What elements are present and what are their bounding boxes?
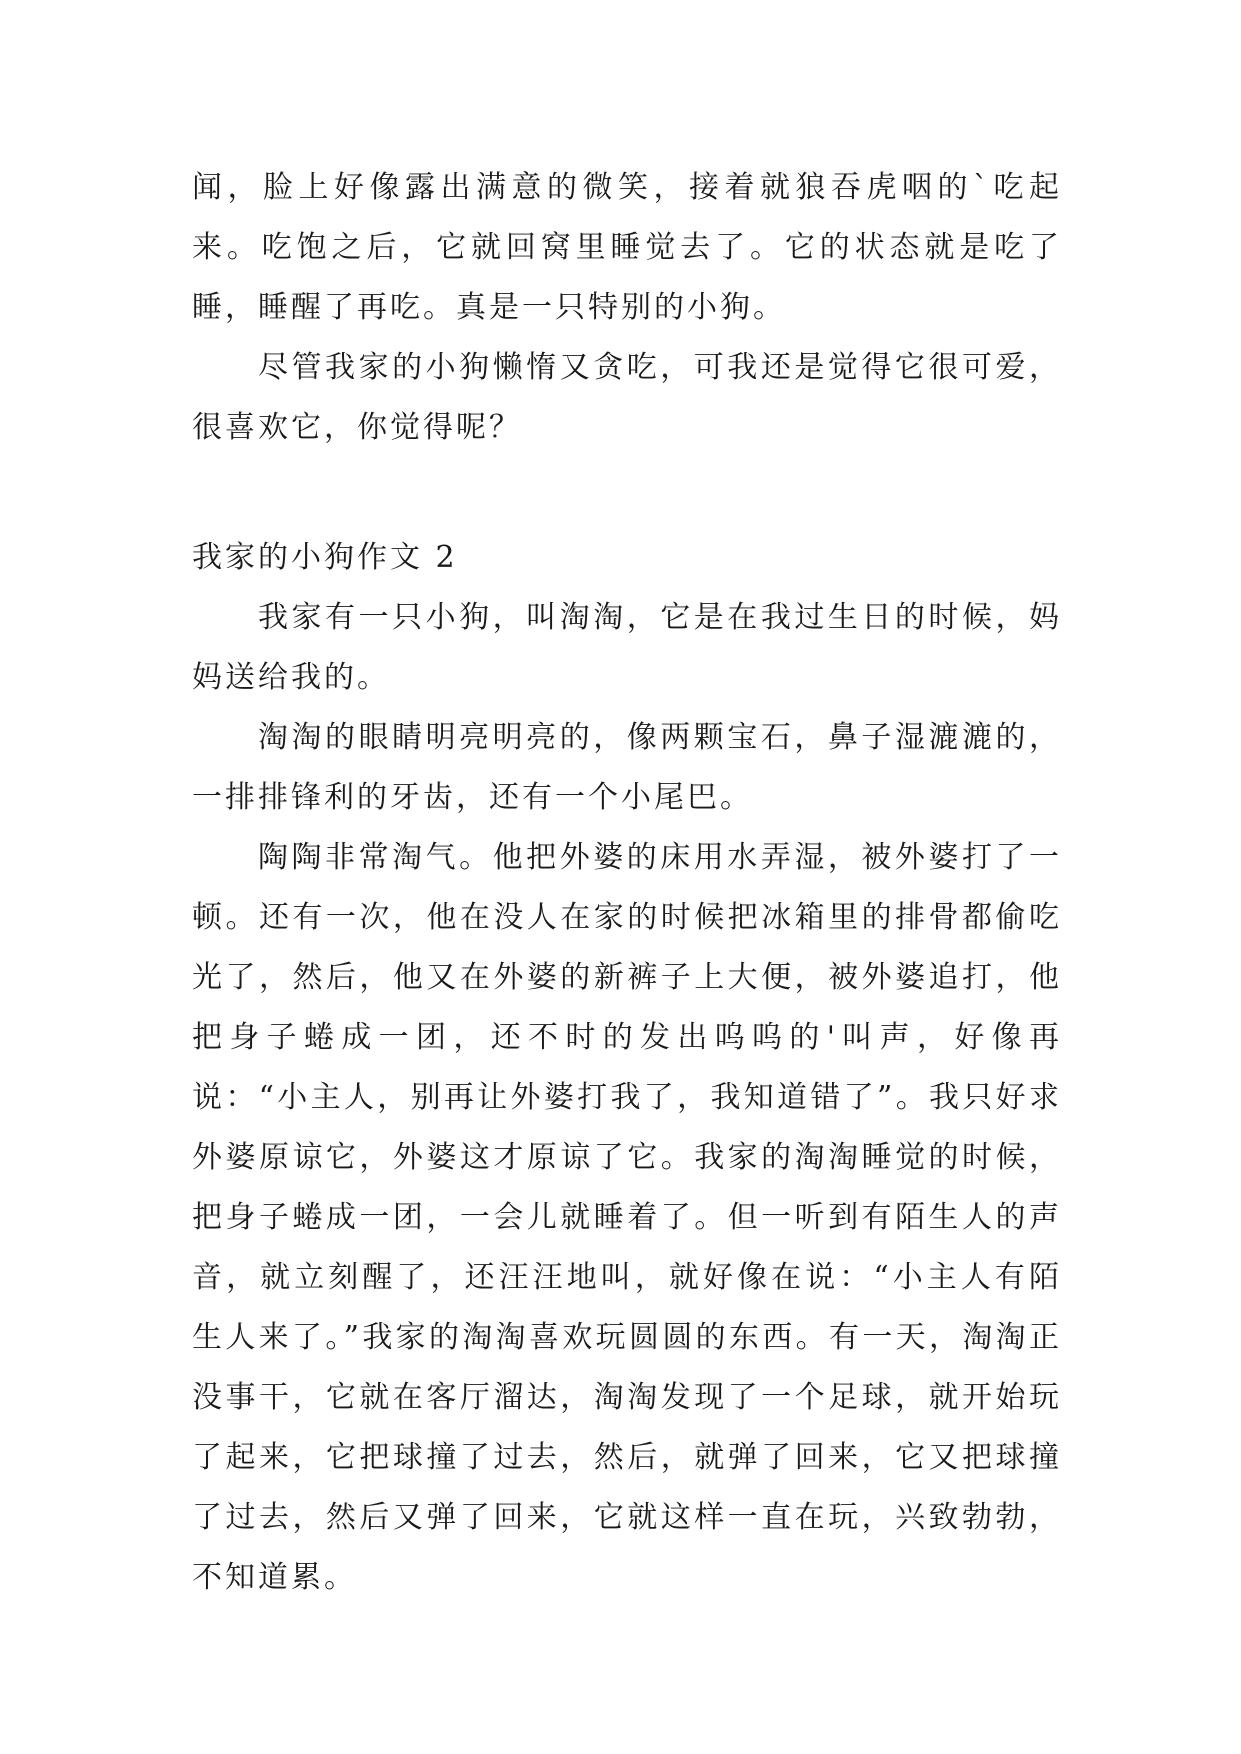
body-paragraph-2: 淘淘的眼睛明亮明亮的，像两颗宝石，鼻子湿漉漉的，一排排锋利的牙齿，还有一个小尾巴。 xyxy=(192,720,1062,815)
section-title: 我家的小狗作文 2 xyxy=(192,540,458,575)
closing-paragraph: 尽管我家的小狗懒惰又贪吃，可我还是觉得它很可爱，很喜欢它，你觉得呢？ xyxy=(192,350,1062,445)
body-paragraph-3: 陶陶非常淘气。他把外婆的床用水弄湿，被外婆打了一顿。还有一次，他在没人在家的时候把冰箱里的排骨都偷吃光了，然后，他又在外婆的新裤子上大便，被外婆追打，他把身子蜷成一团，还不时的发出呜呜的'叫声，好像再说：“小主人，别再让外婆打我了，我知道错了”。我只好求外婆原谅它，外婆这才原谅了它。我家的淘淘睡觉的时候，把身子蜷成一团，一会儿就睡着了。但一听到有陌生人的声音，就立刻醒了，还汪汪地叫，就好像在说：“小主人有陌生人来了。”我家的淘淘喜欢玩圆圆的东西。有一天，淘淘正没事干，它就在客厅溜达，淘淘发现了一个足球，就开始玩了起来，它把球撞了过去，然后，就弹了回来，它又把球撞了过去，然后又弹了回来，它就这样一直在玩，兴致勃勃，不知道累。 xyxy=(192,840,1062,1595)
body-paragraph-1: 我家有一只小狗，叫淘淘，它是在我过生日的时候，妈妈送给我的。 xyxy=(192,600,1062,695)
document-page xyxy=(192,158,1062,1608)
continued-paragraph: 闻，脸上好像露出满意的微笑，接着就狼吞虎咽的`吃起来。吃饱之后，它就回窝里睡觉去了。它的状态就是吃了睡，睡醒了再吃。真是一只特别的小狗。 xyxy=(192,170,1062,325)
